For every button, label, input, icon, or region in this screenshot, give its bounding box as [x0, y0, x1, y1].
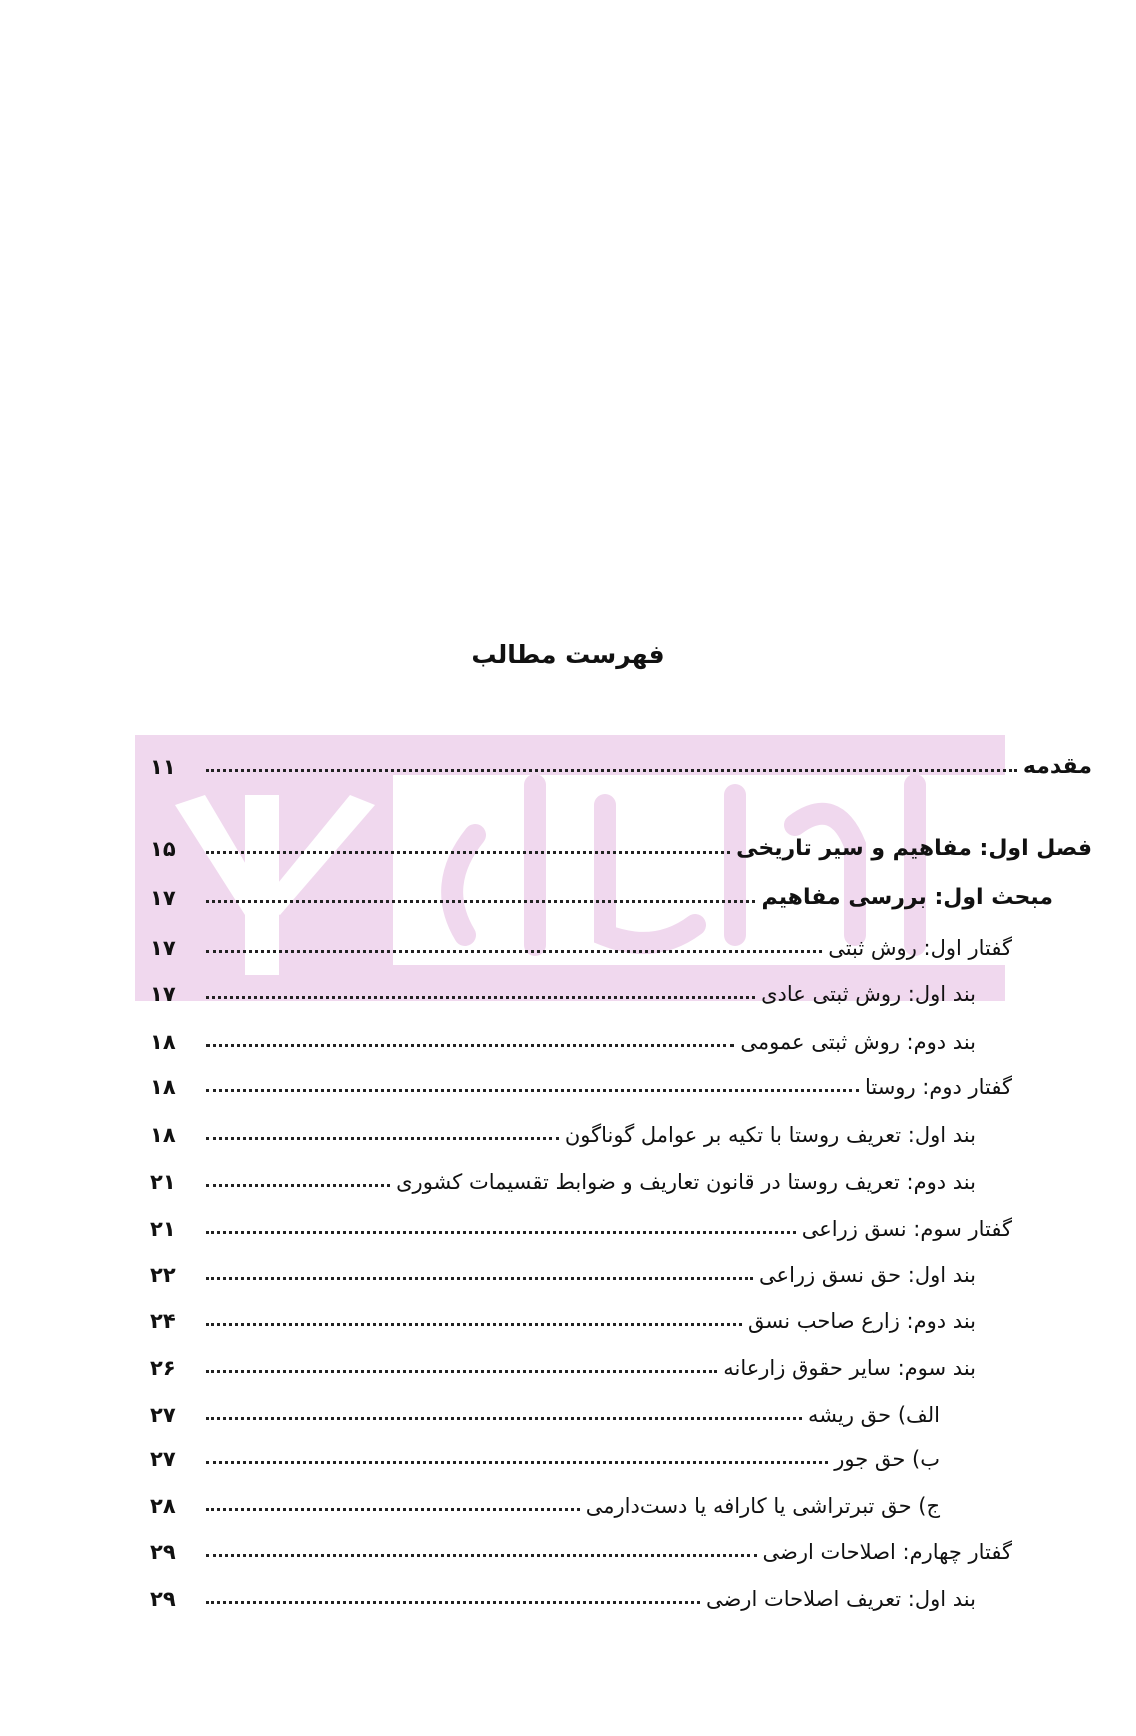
toc-entry-title: بند دوم: زارع صاحب نسق	[747, 1309, 976, 1333]
dot-leader	[206, 1508, 580, 1511]
dot-leader	[206, 1231, 796, 1234]
dot-leader	[206, 1554, 757, 1557]
toc-entry[interactable]	[150, 972, 976, 1006]
toc-page-number: ۲۸	[150, 1494, 176, 1518]
toc-entry[interactable]	[150, 1020, 976, 1054]
toc-entry[interactable]	[150, 1437, 940, 1471]
toc-entry[interactable]	[150, 926, 1012, 960]
page-title: فهرست مطالب	[471, 640, 665, 669]
toc-entry-title: بند اول: تعریف اصلاحات ارضی	[705, 1587, 976, 1611]
toc-entry[interactable]	[150, 1113, 976, 1147]
toc-entry-title: گفتار دوم: روستا	[864, 1075, 1012, 1099]
dot-leader	[206, 900, 755, 903]
toc-entry[interactable]	[150, 1065, 1012, 1099]
toc-entry-title: گفتار چهارم: اصلاحات ارضی	[762, 1540, 1012, 1564]
dot-leader	[206, 1417, 802, 1420]
toc-entry[interactable]	[150, 1346, 976, 1380]
toc-entry[interactable]	[150, 827, 1092, 861]
dot-leader	[206, 851, 730, 854]
toc-entry-title: بند اول: حق نسق زراعی	[759, 1263, 976, 1287]
toc-entry-title: بند دوم: تعریف روستا در قانون تعاریف و ضوابط تقسیمات کشوری	[396, 1170, 976, 1194]
dot-leader	[206, 1089, 859, 1092]
toc-entry-title: ب) حق جور	[834, 1447, 940, 1471]
toc-page-number: ۱۸	[150, 1123, 176, 1147]
toc-entry-title: ج) حق تبرتراشی یا کارافه یا دست‌دارمی	[585, 1494, 940, 1518]
dot-leader	[206, 1044, 734, 1047]
toc-page-number: ۲۷	[150, 1447, 176, 1471]
toc-entry-title: مقدمه	[1022, 754, 1092, 779]
toc-entry-title: بند سوم: سایر حقوق زارعانه	[723, 1356, 976, 1380]
dot-leader	[206, 1601, 700, 1604]
dot-leader	[206, 1323, 742, 1326]
toc-entry-title: بند اول: روش ثبتی عادی	[761, 982, 976, 1006]
toc-page-number: ۱۵	[150, 837, 176, 861]
toc-entry-title: فصل اول: مفاهیم و سیر تاریخی	[736, 836, 1092, 861]
toc-entry[interactable]	[150, 1530, 1012, 1564]
toc-page-number: ۱۷	[150, 982, 176, 1006]
dot-leader	[206, 1137, 559, 1140]
toc-entry-title: گفتار اول: روش ثبتی	[828, 936, 1012, 960]
toc-entry[interactable]	[150, 1160, 976, 1194]
toc-entry[interactable]	[150, 1253, 976, 1287]
toc-entry[interactable]	[150, 745, 1092, 779]
toc-entry[interactable]	[150, 1577, 976, 1611]
toc-entry[interactable]	[150, 1207, 1012, 1241]
toc-entry[interactable]	[150, 1484, 940, 1518]
toc-page-number: ۱۷	[150, 936, 176, 960]
toc-page-number: ۲۴	[150, 1309, 176, 1333]
toc-entry[interactable]	[150, 1393, 940, 1427]
toc-entry-title: گفتار سوم: نسق زراعی	[801, 1217, 1012, 1241]
toc-page-number: ۲۲	[150, 1263, 176, 1287]
toc-entry-title: بند دوم: روش ثبتی عمومی	[740, 1030, 976, 1054]
toc-page-number: ۱۱	[150, 755, 176, 779]
toc-page-number: ۲۹	[150, 1540, 176, 1564]
toc-page-number: ۲۱	[150, 1217, 176, 1241]
dot-leader	[206, 1461, 828, 1464]
dot-leader	[206, 950, 822, 953]
dot-leader	[206, 1277, 753, 1280]
toc-page-number: ۲۷	[150, 1403, 176, 1427]
dot-leader	[206, 996, 755, 999]
dot-leader	[206, 1370, 717, 1373]
toc-page-number: ۲۹	[150, 1587, 176, 1611]
toc-page-number: ۱۸	[150, 1030, 176, 1054]
toc-entry-title: مبحث اول: بررسی مفاهیم	[761, 885, 1053, 910]
toc-page-number: ۱۸	[150, 1075, 176, 1099]
dot-leader	[206, 769, 1017, 772]
toc-page-number: ۱۷	[150, 886, 176, 910]
toc-entry-title: بند اول: تعریف روستا با تکیه بر عوامل گوناگون	[564, 1123, 976, 1147]
toc-entry[interactable]	[150, 1299, 976, 1333]
toc-page-number: ۲۶	[150, 1356, 176, 1380]
dot-leader	[206, 1184, 390, 1187]
toc-entry[interactable]	[150, 876, 1053, 910]
toc-entry-title: الف) حق ریشه	[808, 1403, 940, 1427]
toc-page-number: ۲۱	[150, 1170, 176, 1194]
